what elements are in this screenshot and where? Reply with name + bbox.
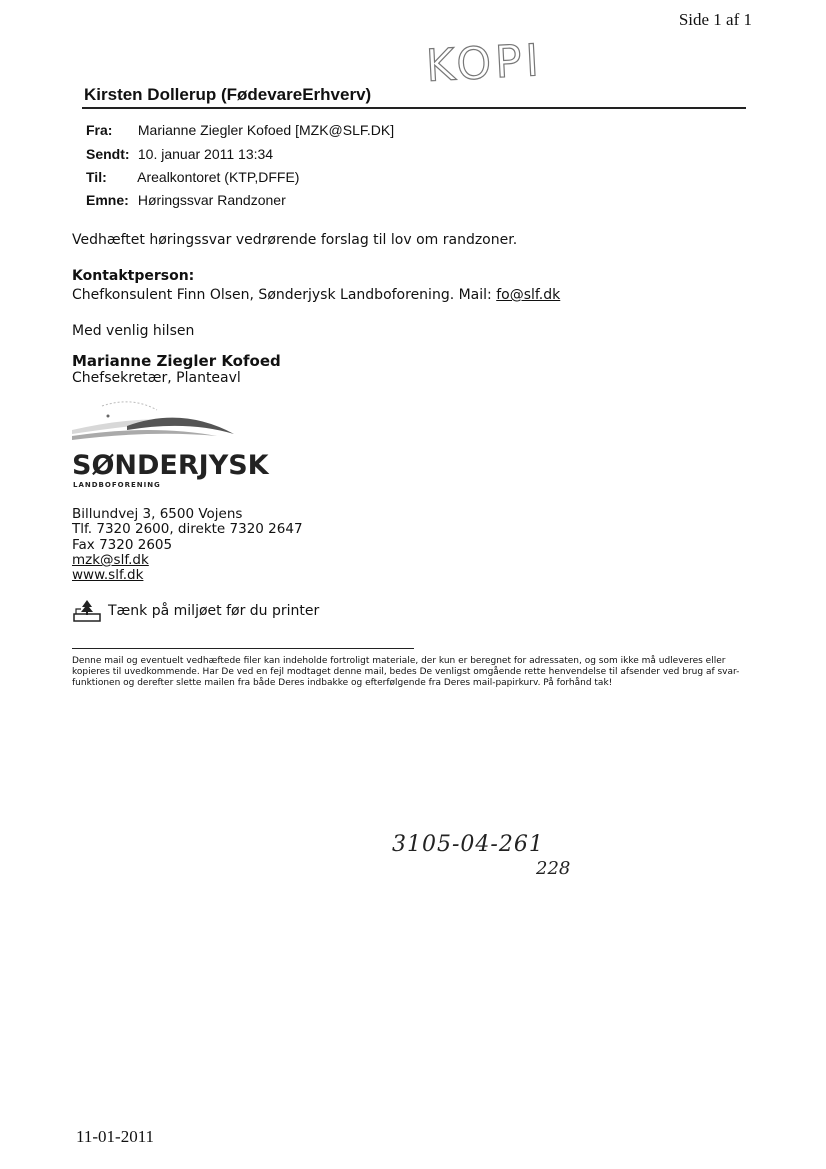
subject-label: Emne: — [86, 192, 129, 208]
logo-landscape-icon — [72, 396, 269, 491]
company-logo — [72, 396, 269, 491]
contact-heading: Kontaktperson: — [72, 268, 195, 284]
signature-name: Marianne Ziegler Kofoed — [72, 352, 281, 370]
kopi-stamp: KOPI — [424, 34, 544, 93]
to-label: Til: — [86, 169, 107, 185]
sender-title: Kirsten Dollerup (FødevareErhverv) — [84, 85, 372, 104]
disclaimer-divider — [72, 648, 414, 649]
intro-text: Vedhæftet høringssvar vedrørende forslag til lov om randzoner. — [72, 232, 518, 248]
from-label: Fra: — [86, 122, 113, 138]
greeting: Med venlig hilsen — [72, 323, 195, 339]
header-subject — [86, 192, 286, 208]
page-number: Side 1 af 1 — [678, 10, 752, 29]
header-to — [86, 169, 299, 185]
phone: Tlf. 7320 2600, direkte 7320 2647 — [72, 521, 303, 537]
header-sent — [86, 146, 273, 162]
handwritten-doc-number: 228 — [536, 858, 571, 879]
disclaimer-text: Denne mail og eventuelt vedhæftede filer kan indeholde fortroligt materiale, der kun er beregnet for adressaten, og som ikke må udleveres eller kopieres til uvedkommende. Har De ved en fejl modtaget denne mail, bedes De venligst omgående rette henvendelse til afsender ved brug af svar-funktionen og derefter slette mailen fra både Deres indbakke og efterfølgende fra Deres mail-papirkurv. På forhånd tak! — [72, 656, 740, 688]
logo-sub-text: LANDBOFORENING — [73, 481, 161, 489]
address: Billundvej 3, 6500 Vojens — [72, 506, 243, 522]
signature-title: Chefsekretær, Planteavl — [72, 370, 241, 386]
eco-note — [72, 600, 319, 622]
header-divider — [82, 107, 746, 109]
from-value: Marianne Ziegler Kofoed [MZK@SLF.DK] — [137, 122, 395, 138]
header-from — [86, 122, 394, 138]
signature-email-link[interactable]: mzk@slf.dk — [72, 552, 149, 568]
sent-label: Sendt: — [86, 146, 130, 162]
logo-main-text: SØNDERJYSK — [72, 450, 269, 481]
eco-note-text: Tænk på miljøet før du printer — [108, 603, 320, 619]
contact-email-link[interactable]: fo@slf.dk — [496, 287, 561, 303]
website-link[interactable]: www.slf.dk — [72, 567, 144, 583]
contact-line — [72, 287, 560, 303]
tree-printer-icon — [72, 600, 102, 622]
fax: Fax 7320 2605 — [72, 537, 173, 553]
to-value: Arealkontoret (KTP,DFFE) — [137, 169, 300, 185]
footer-date: 11-01-2011 — [76, 1127, 155, 1146]
handwritten-case-number: 3105-04-261 — [392, 832, 544, 857]
contact-text: Chefkonsulent Finn Olsen, Sønderjysk Landboforening. Mail: — [72, 287, 497, 303]
sent-value: 10. januar 2011 13:34 — [137, 146, 274, 162]
subject-value: Høringssvar Randzoner — [137, 192, 286, 208]
